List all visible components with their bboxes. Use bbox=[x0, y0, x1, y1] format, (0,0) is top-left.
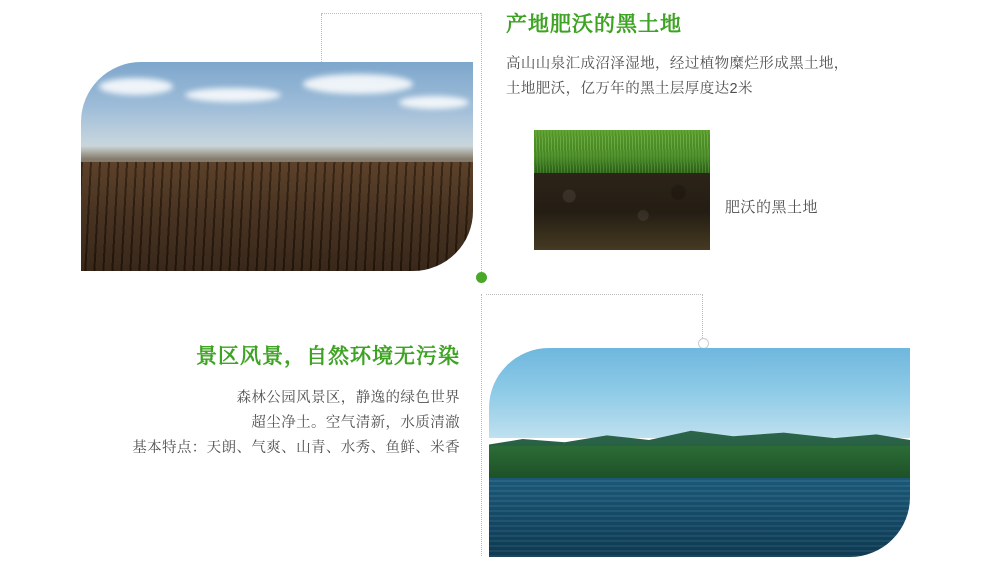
cloud-shape bbox=[303, 74, 413, 94]
cloud-shape bbox=[399, 96, 469, 109]
soil-photo-caption: 肥沃的黑土地 bbox=[725, 199, 819, 216]
soil-photo-black-soil-layer bbox=[534, 173, 710, 250]
connector-line-center-vertical-lower bbox=[481, 294, 482, 556]
bottom-heading: 景区风景，自然环境无污染 bbox=[196, 345, 460, 368]
cloud-shape bbox=[99, 78, 173, 95]
connector-line-top-horizontal bbox=[321, 13, 481, 14]
bottom-paragraph-line-3: 基本特点：天朗、气爽、山青、水秀、鱼鲜、米香 bbox=[132, 440, 460, 456]
top-text-block bbox=[506, 8, 906, 102]
bottom-paragraph-line-2: 超尘净土。空气清新，水质清澈 bbox=[251, 415, 460, 431]
lake-photo-water bbox=[489, 478, 910, 557]
green-dot-middle bbox=[476, 272, 487, 283]
soil-photo-grass-layer bbox=[534, 130, 710, 173]
top-heading: 产地肥沃的黑土地 bbox=[506, 13, 682, 36]
top-paragraph bbox=[506, 52, 906, 102]
connector-line-to-lake-vertical bbox=[702, 294, 703, 342]
lake-photo-sky bbox=[489, 348, 910, 438]
bottom-paragraph-line-1: 森林公园风景区，静逸的绿色世界 bbox=[236, 390, 460, 406]
lake-photo bbox=[489, 348, 910, 557]
soil-profile-photo bbox=[534, 130, 710, 250]
field-photo bbox=[81, 62, 473, 271]
connector-line-center-vertical-upper bbox=[481, 13, 482, 278]
bottom-paragraph bbox=[110, 386, 460, 461]
top-paragraph-line-2: 土地肥沃，亿万年的黑土层厚度达2米 bbox=[506, 81, 753, 97]
lake-photo-forest bbox=[489, 446, 910, 479]
cloud-shape bbox=[185, 88, 281, 102]
connector-line-middle-horizontal bbox=[486, 294, 703, 295]
bottom-text-block bbox=[110, 340, 460, 461]
field-photo-plowed-soil bbox=[81, 162, 473, 271]
top-paragraph-line-1: 高山山泉汇成沼泽湿地，经过植物糜烂形成黑土地， bbox=[506, 56, 849, 72]
